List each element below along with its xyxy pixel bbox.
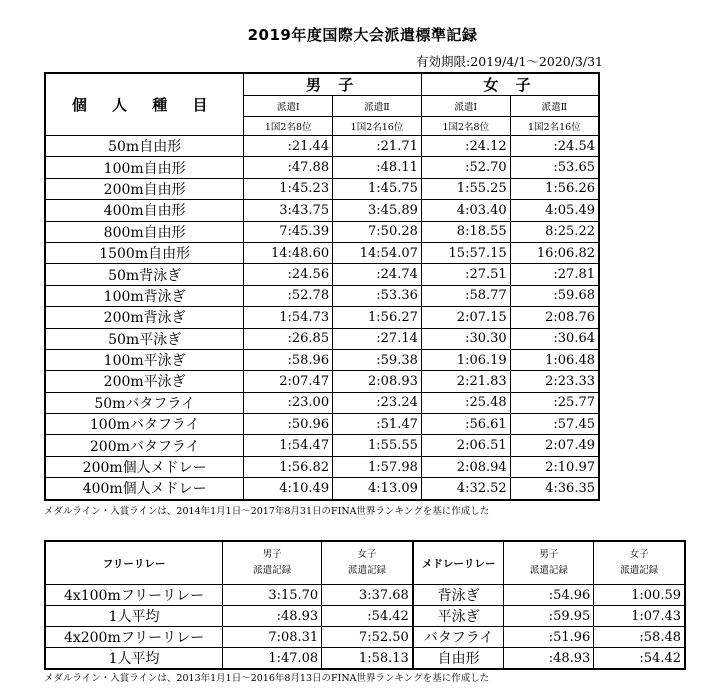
men-dispatch1: :23.00 xyxy=(244,392,333,413)
table-row xyxy=(45,392,599,413)
table-row xyxy=(45,349,599,370)
free-men: 7:08.31 xyxy=(223,627,322,648)
table-row xyxy=(45,200,599,221)
medley-men-header: 男子 派遣記録 xyxy=(504,541,594,585)
page-title: 2019年度国際大会派遣標準記録 xyxy=(247,26,478,44)
men-dispatch2: :21.71 xyxy=(333,136,422,157)
medley-stroke: 自由形 xyxy=(413,648,504,670)
event-name: 200m背泳ぎ xyxy=(45,307,244,328)
men-dispatch1: 4:10.49 xyxy=(244,478,333,500)
women-dispatch1-note: 1国2名8位 xyxy=(421,117,510,136)
table-row xyxy=(45,264,599,285)
table-row xyxy=(45,242,599,263)
women-dispatch2: 2:08.76 xyxy=(510,307,599,328)
men-dispatch2: 7:50.28 xyxy=(333,221,422,242)
event-name: 100m自由形 xyxy=(45,157,244,178)
men-dispatch1: :24.56 xyxy=(244,264,333,285)
table-row xyxy=(45,221,599,242)
men-dispatch2: 3:45.89 xyxy=(333,200,422,221)
men-dispatch1: :58.96 xyxy=(244,349,333,370)
men-dispatch1: 1:54.73 xyxy=(244,307,333,328)
men-dispatch1: 1:56.82 xyxy=(244,456,333,477)
women-dispatch1: 15:57.15 xyxy=(421,242,510,263)
women-dispatch1: :27.51 xyxy=(421,264,510,285)
medley-men: :54.96 xyxy=(504,585,594,606)
women-dispatch1: :24.12 xyxy=(421,136,510,157)
women-dispatch2: 4:36.35 xyxy=(510,478,599,500)
women-dispatch1: 1:06.19 xyxy=(421,349,510,370)
medley-stroke: 平泳ぎ xyxy=(413,606,504,627)
table-row xyxy=(45,328,599,349)
men-dispatch1: :50.96 xyxy=(244,414,333,435)
women-dispatch1: 4:03.40 xyxy=(421,200,510,221)
event-name: 200m平泳ぎ xyxy=(45,371,244,392)
medley-men: :48.93 xyxy=(504,648,594,670)
women-dispatch2-header: 派遣Ⅱ xyxy=(510,96,599,117)
free-men: 3:15.70 xyxy=(223,585,322,606)
men-dispatch2: :53.36 xyxy=(333,285,422,306)
free-women: 3:37.68 xyxy=(322,585,413,606)
free-men: 1:47.08 xyxy=(223,648,322,670)
men-dispatch1: 14:48.60 xyxy=(244,242,333,263)
men-dispatch2-note: 1国2名16位 xyxy=(333,117,422,136)
table-row xyxy=(45,478,599,500)
table-row xyxy=(45,136,599,157)
medley-men: :59.95 xyxy=(504,606,594,627)
men-dispatch2: :27.14 xyxy=(333,328,422,349)
men-dispatch2: 2:08.93 xyxy=(333,371,422,392)
event-name: 400m個人メドレー xyxy=(45,478,244,500)
men-dispatch1: :26.85 xyxy=(244,328,333,349)
event-name: 200m自由形 xyxy=(45,178,244,199)
table-row xyxy=(45,285,599,306)
medley-relay-header: メドレーリレー xyxy=(413,541,504,585)
women-dispatch1: 8:18.55 xyxy=(421,221,510,242)
men-dispatch1: 3:43.75 xyxy=(244,200,333,221)
men-dispatch1: :52.78 xyxy=(244,285,333,306)
table-row xyxy=(45,456,599,477)
men-dispatch1: 7:45.39 xyxy=(244,221,333,242)
free-event-name: 1人平均 xyxy=(45,606,223,627)
table-row xyxy=(45,371,599,392)
men-dispatch1: :47.88 xyxy=(244,157,333,178)
event-name: 100m背泳ぎ xyxy=(45,285,244,306)
women-dispatch2: :57.45 xyxy=(510,414,599,435)
women-dispatch2: 4:05.49 xyxy=(510,200,599,221)
medley-stroke: 背泳ぎ xyxy=(413,585,504,606)
women-dispatch1: 4:32.52 xyxy=(421,478,510,500)
relay-events-table xyxy=(44,540,686,670)
event-name: 100m平泳ぎ xyxy=(45,349,244,370)
free-women-header: 女子 派遣記録 xyxy=(322,541,413,585)
event-name: 50m自由形 xyxy=(45,136,244,157)
table-row xyxy=(45,627,685,648)
women-dispatch2: :30.64 xyxy=(510,328,599,349)
free-women: 1:58.13 xyxy=(322,648,413,670)
men-dispatch1-header: 派遣Ⅰ xyxy=(244,96,333,117)
event-name: 800m自由形 xyxy=(45,221,244,242)
men-dispatch2: :48.11 xyxy=(333,157,422,178)
relay-footnote: メダルライン・入賞ラインは、2013年1月1日～2016年8月13日のFINA世界ランキングを基に作成した xyxy=(44,673,490,684)
men-dispatch2: :51.47 xyxy=(333,414,422,435)
medley-women: :54.42 xyxy=(594,648,685,670)
table-row xyxy=(45,435,599,456)
event-name: 100mバタフライ xyxy=(45,414,244,435)
men-dispatch1: 2:07.47 xyxy=(244,371,333,392)
medley-stroke: バタフライ xyxy=(413,627,504,648)
men-dispatch1-note: 1国2名8位 xyxy=(244,117,333,136)
event-header: 個 人 種 目 xyxy=(45,73,244,136)
women-dispatch2: :25.77 xyxy=(510,392,599,413)
event-name: 50mバタフライ xyxy=(45,392,244,413)
women-dispatch2: 8:25.22 xyxy=(510,221,599,242)
men-dispatch2: :59.38 xyxy=(333,349,422,370)
event-name: 400m自由形 xyxy=(45,200,244,221)
medley-women-header: 女子 派遣記録 xyxy=(594,541,685,585)
women-dispatch1: :58.77 xyxy=(421,285,510,306)
table-row xyxy=(45,178,599,199)
event-name: 200mバタフライ xyxy=(45,435,244,456)
event-name: 200m個人メドレー xyxy=(45,456,244,477)
men-dispatch2: :24.74 xyxy=(333,264,422,285)
table-row xyxy=(45,648,685,670)
women-dispatch1-header: 派遣Ⅰ xyxy=(421,96,510,117)
event-name: 50m背泳ぎ xyxy=(45,264,244,285)
validity-period: 有効期限:2019/4/1～2020/3/31 xyxy=(416,54,603,69)
women-dispatch2: :24.54 xyxy=(510,136,599,157)
women-dispatch1: :56.61 xyxy=(421,414,510,435)
women-dispatch1: 2:21.83 xyxy=(421,371,510,392)
women-header: 女 子 xyxy=(421,73,599,96)
free-women: :54.42 xyxy=(322,606,413,627)
medley-women: :58.48 xyxy=(594,627,685,648)
table-row xyxy=(45,307,599,328)
men-dispatch2: 1:56.27 xyxy=(333,307,422,328)
men-dispatch2: 1:45.75 xyxy=(333,178,422,199)
women-dispatch2-note: 1国2名16位 xyxy=(510,117,599,136)
event-name: 1500m自由形 xyxy=(45,242,244,263)
men-header: 男 子 xyxy=(244,73,422,96)
free-men: :48.93 xyxy=(223,606,322,627)
medley-men: :51.96 xyxy=(504,627,594,648)
individual-footnote: メダルライン・入賞ラインは、2014年1月1日～2017年8月31日のFINA世界ランキングを基に作成した xyxy=(44,506,490,517)
free-event-name: 1人平均 xyxy=(45,648,223,670)
women-dispatch1: 2:08.94 xyxy=(421,456,510,477)
women-dispatch2: :59.68 xyxy=(510,285,599,306)
women-dispatch2: 2:07.49 xyxy=(510,435,599,456)
individual-events-table xyxy=(44,72,600,501)
free-women: 7:52.50 xyxy=(322,627,413,648)
table-row xyxy=(45,606,685,627)
women-dispatch1: 2:07.15 xyxy=(421,307,510,328)
women-dispatch2: 2:23.33 xyxy=(510,371,599,392)
women-dispatch2: 1:56.26 xyxy=(510,178,599,199)
men-dispatch2: 4:13.09 xyxy=(333,478,422,500)
free-relay-header: フリーリレー xyxy=(45,541,223,585)
free-men-header: 男子 派遣記録 xyxy=(223,541,322,585)
men-dispatch1: 1:54.47 xyxy=(244,435,333,456)
women-dispatch1: :52.70 xyxy=(421,157,510,178)
women-dispatch2: 16:06.82 xyxy=(510,242,599,263)
women-dispatch1: 1:55.25 xyxy=(421,178,510,199)
free-event-name: 4x100mフリーリレー xyxy=(45,585,223,606)
event-name: 50m平泳ぎ xyxy=(45,328,244,349)
medley-women: 1:07.43 xyxy=(594,606,685,627)
men-dispatch1: 1:45.23 xyxy=(244,178,333,199)
table-row xyxy=(45,414,599,435)
women-dispatch2: :27.81 xyxy=(510,264,599,285)
women-dispatch1: 2:06.51 xyxy=(421,435,510,456)
women-dispatch2: :53.65 xyxy=(510,157,599,178)
women-dispatch1: :30.30 xyxy=(421,328,510,349)
women-dispatch2: 2:10.97 xyxy=(510,456,599,477)
men-dispatch2: 14:54.07 xyxy=(333,242,422,263)
men-dispatch2: :23.24 xyxy=(333,392,422,413)
men-dispatch2: 1:55.55 xyxy=(333,435,422,456)
table-row xyxy=(45,585,685,606)
men-dispatch2: 1:57.98 xyxy=(333,456,422,477)
free-event-name: 4x200mフリーリレー xyxy=(45,627,223,648)
men-dispatch2-header: 派遣Ⅱ xyxy=(333,96,422,117)
medley-women: 1:00.59 xyxy=(594,585,685,606)
table-row xyxy=(45,157,599,178)
women-dispatch1: :25.48 xyxy=(421,392,510,413)
men-dispatch1: :21.44 xyxy=(244,136,333,157)
women-dispatch2: 1:06.48 xyxy=(510,349,599,370)
